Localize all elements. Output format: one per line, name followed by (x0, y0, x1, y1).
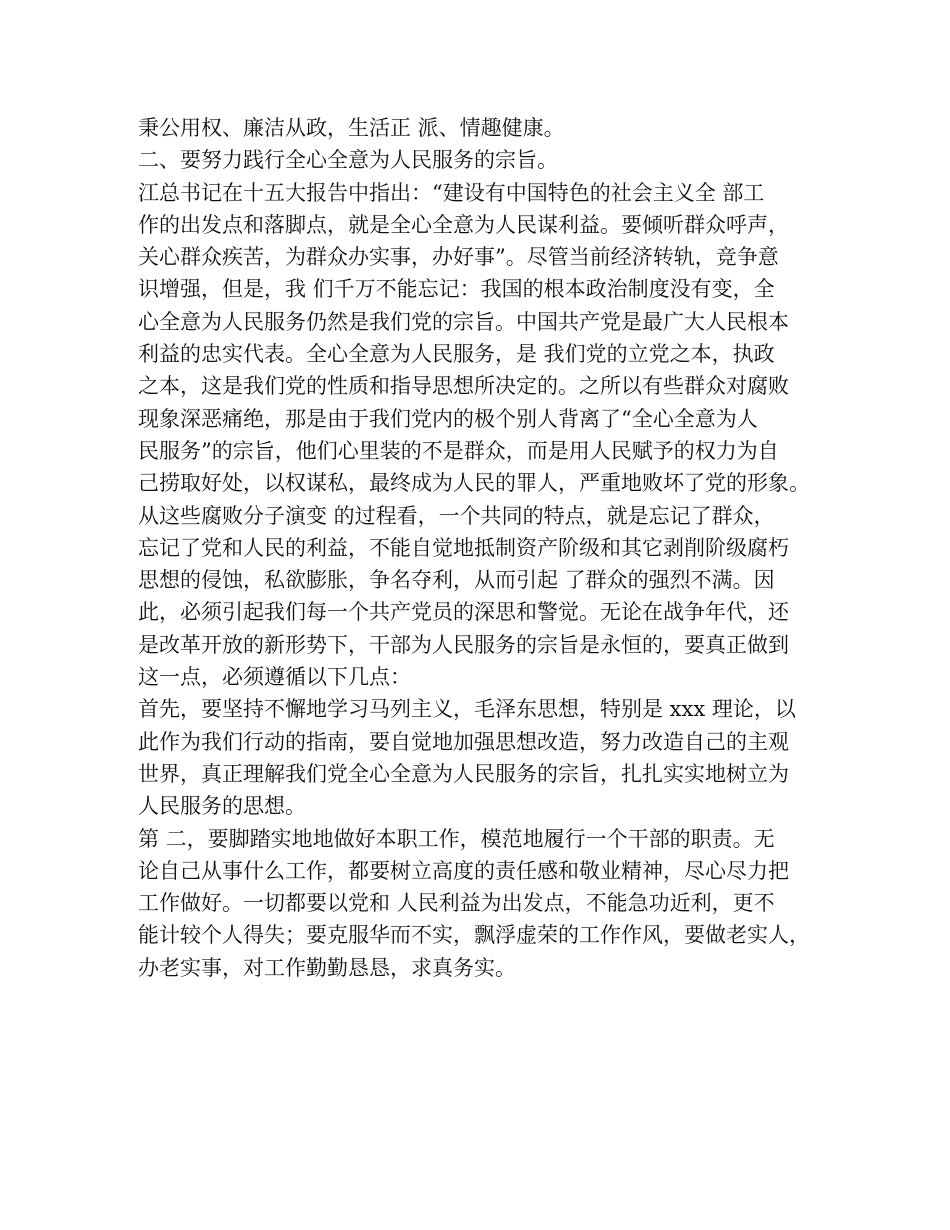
text-line: 是改革开放的新形势下，干部为人民服务的宗旨是永恒的，要真正做到 (138, 632, 789, 657)
text-line: 人民服务的思想。 (138, 794, 306, 819)
text-line: 从这些腐败分子演变 的过程看，一个共同的特点，就是忘记了群众， (138, 503, 775, 528)
text-line: 工作做好。一切都要以党和 人民利益为出发点，不能急功近利，更不 (138, 891, 775, 916)
text-line: 论自己从事什么工作，都要树立高度的责任感和敬业精神，尽心尽力把 (138, 858, 789, 883)
text-line: 思想的侵蚀，私欲膨胀，争名夺利，从而引起 了群众的强烈不满。因 (138, 568, 775, 593)
text-line: 江总书记在十五大报告中指出：“建设有中国特色的社会主义全 部工 (138, 180, 765, 205)
text-line: 世界，真正理解我们党全心全意为人民服务的宗旨，扎扎实实地树立为 (138, 761, 789, 786)
text-line: 关心群众疾苦，为群众办实事，办好事”。尽管当前经济转轨，竞争意 (138, 245, 779, 270)
text-line: 心全意为人民服务仍然是我们党的宗旨。中国共产党是最广大人民根本 (138, 309, 789, 334)
body-text (138, 112, 838, 984)
section-heading: 二、要努力践行全心全意为人民服务的宗旨。 (138, 148, 558, 173)
text-line: 此，必须引起我们每一个共产党员的深思和警觉。无论在战争年代，还 (138, 600, 789, 625)
text-line: 第 二，要脚踏实地地做好本职工作，模范地履行一个干部的职责。无 (138, 826, 775, 851)
text-line: 此作为我们行动的指南，要自觉地加强思想改造，努力改造自己的主观 (138, 729, 789, 754)
text-line: 识增强，但是，我 们千万不能忘记：我国的根本政治制度没有变，全 (138, 277, 775, 302)
text-line: 能计较个人得失；要克服华而不实，飘浮虚荣的工作作风，要做老实人， (138, 923, 810, 948)
text-line: 首先，要坚持不懈地学习马列主义，毛泽东思想，特别是 xxx 理论，以 (138, 697, 796, 722)
text-line: 办老实事，对工作勤勤恳恳，求真务实。 (138, 955, 516, 980)
text-line: 作的出发点和落脚点，就是全心全意为人民谋利益。要倾听群众呼声， (138, 212, 789, 237)
text-line: 己捞取好处，以权谋私，最终成为人民的罪人，严重地败坏了党的形象。 (138, 471, 810, 496)
text-line: 这一点，必须遵循以下几点： (138, 665, 411, 690)
text-line: 之本，这是我们党的性质和指导思想所决定的。之所以有些群众对腐败 (138, 374, 789, 399)
text-line: 忘记了党和人民的利益，不能自觉地抵制资产阶级和其它剥削阶级腐朽 (138, 535, 789, 560)
text-line: 现象深恶痛绝，那是由于我们党内的极个别人背离了“全心全意为人 (138, 406, 758, 431)
text-line: 利益的忠实代表。全心全意为人民服务，是 我们党的立党之本，执政 (138, 342, 775, 367)
text-line: 秉公用权、廉洁从政，生活正 派、情趣健康。 (138, 116, 565, 140)
text-line: 民服务”的宗旨，他们心里装的不是群众，而是用人民赋予的权力为自 (138, 438, 779, 463)
